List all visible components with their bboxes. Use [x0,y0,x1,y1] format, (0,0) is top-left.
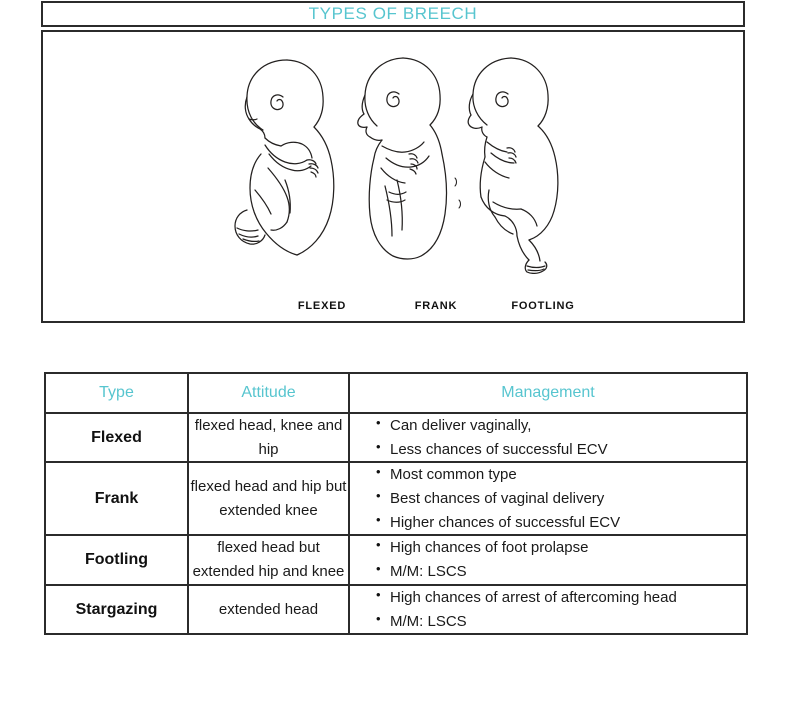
table-row [45,535,747,584]
title-banner [41,1,745,27]
management-list-item: • Less chances of successful ECV [376,438,746,462]
illustration-stage [43,32,743,321]
figure-label-flexed: FLEXED [297,300,347,312]
cell-attitude: flexed head but extended hip and knee [188,535,349,584]
management-list-item: • Can deliver vaginally, [376,414,746,438]
breech-types-table [44,372,748,635]
management-list [350,586,746,633]
cell-type: Stargazing [45,585,188,634]
cell-management [349,413,747,462]
management-list-item: • Best chances of vaginal delivery [376,487,746,511]
table-header-row [45,373,747,413]
fetus-footling-illustration [455,50,581,274]
column-header-management: Management [349,373,747,413]
cell-type: Footling [45,535,188,584]
fetus-flexed-illustration [225,50,355,270]
management-list-item: • M/M: LSCS [376,610,746,634]
cell-type: Frank [45,462,188,535]
cell-type: Flexed [45,413,188,462]
management-list [350,536,746,583]
column-header-type: Type [45,373,188,413]
cell-attitude: flexed head, knee and hip [188,413,349,462]
cell-attitude: flexed head and hip but extended knee [188,462,349,535]
table-row [45,462,747,535]
column-header-attitude: Attitude [188,373,349,413]
management-list [350,414,746,461]
table-row [45,413,747,462]
page-title: TYPES OF BREECH [308,4,478,23]
cell-management [349,535,747,584]
management-list-item: • High chances of foot prolapse [376,536,746,560]
fetus-frank-illustration [351,50,463,270]
cell-attitude: extended head [188,585,349,634]
management-list-item: • Most common type [376,463,746,487]
cell-management [349,585,747,634]
management-list-item: • High chances of arrest of aftercoming head [376,586,746,610]
table-row [45,585,747,634]
illustration-panel [41,30,745,323]
management-list-item: • M/M: LSCS [376,560,746,584]
management-list [350,463,746,534]
management-list-item: • Higher chances of successful ECV [376,511,746,535]
cell-management [349,462,747,535]
table-body [45,413,747,634]
figure-label-footling: FOOTLING [511,300,575,312]
figure-label-frank: FRANK [414,300,458,312]
